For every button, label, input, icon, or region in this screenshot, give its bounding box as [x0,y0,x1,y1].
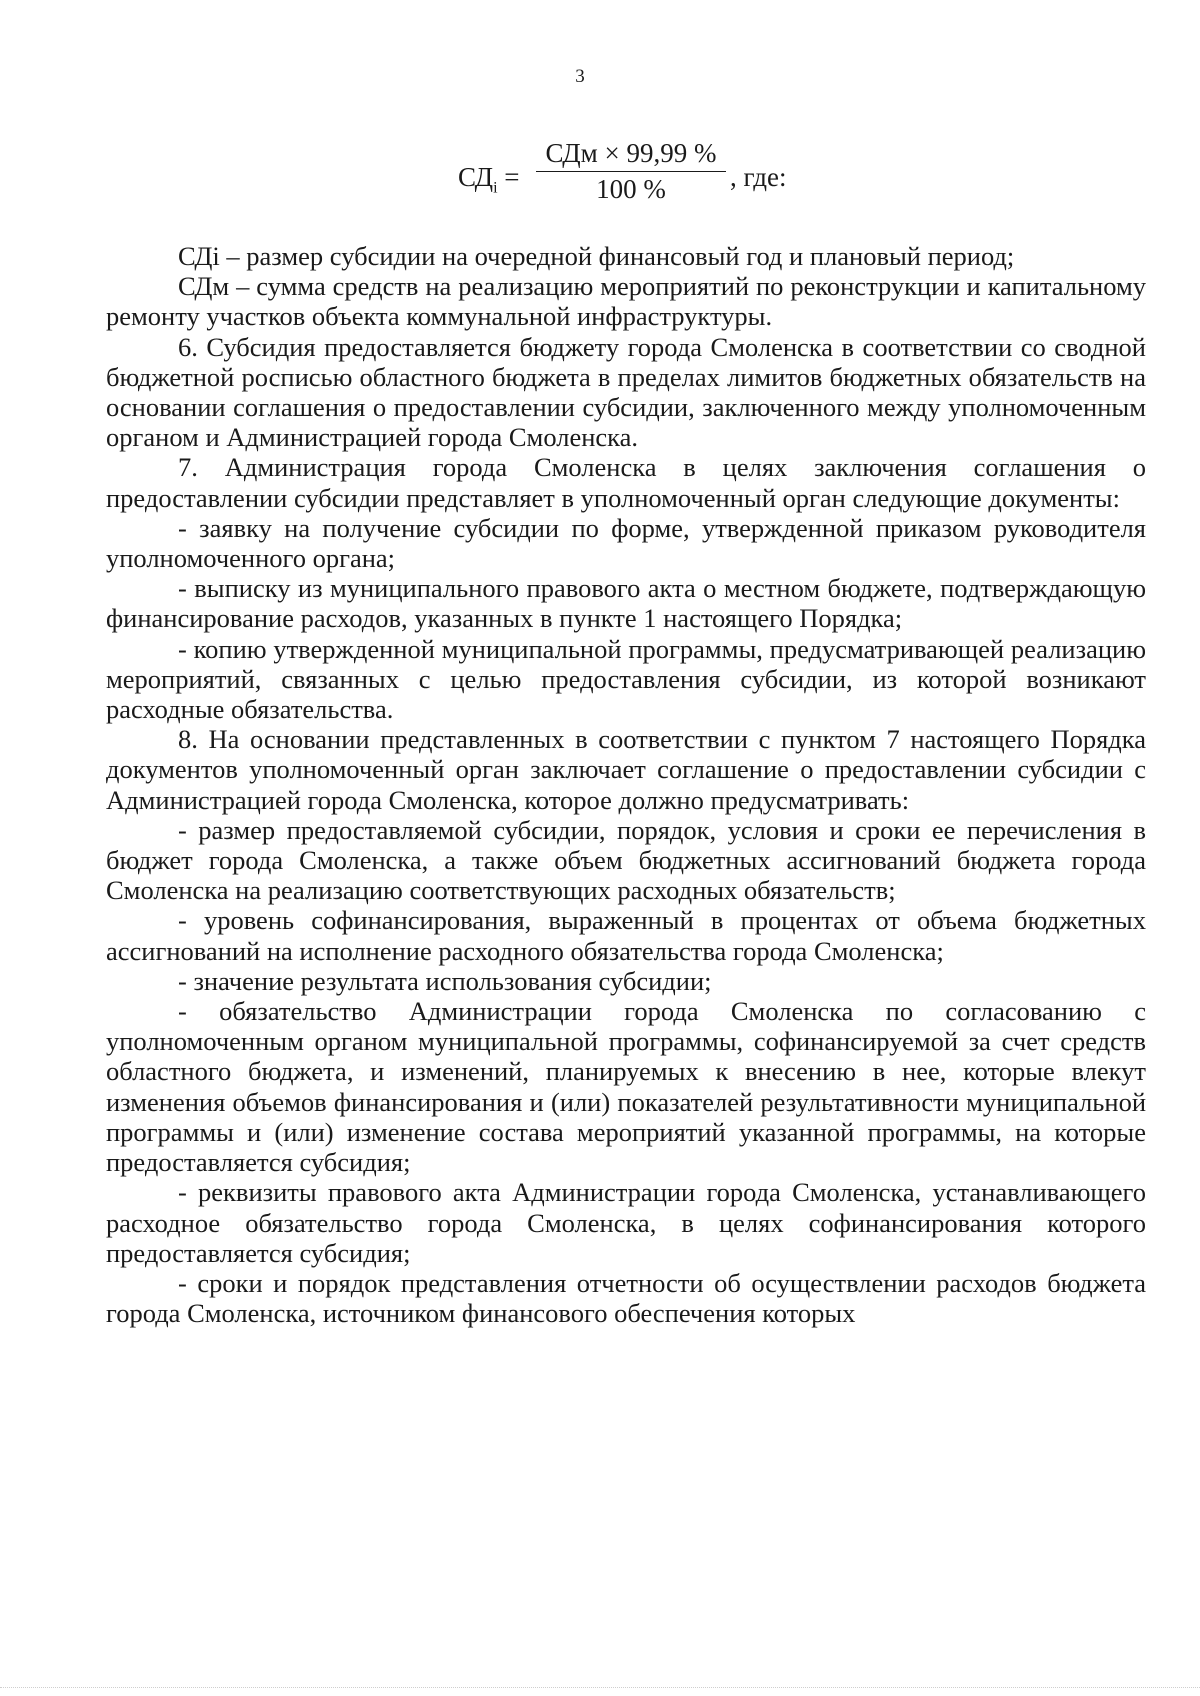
scan-edge [0,1677,1200,1688]
paragraph-sdi-definition: СДi – размер субсидии на очередной финансовый год и плановый период; [178,241,1015,271]
paragraph-item-8: 8. На основании представленных в соответствии с пунктом 7 настоящего Порядка документов уполномоченный орган заключает соглашение о предоставлении субсидии с Администрацией города Смоленска, которое должно предусматривать: [106,724,1146,815]
formula-lhs [458,162,520,197]
paragraph-item-7: 7. Администрация города Смоленска в целях заключения соглашения о предоставлении субсидии представляет в уполномоченный орган следующие документы: [106,452,1146,513]
fraction-bar [536,171,726,172]
formula-numerator: СДм × 99,99 % [545,138,717,168]
paragraph-sdm-definition: СДм – сумма средств на реализацию мероприятий по реконструкции и капитальному ремонту участков объекта коммунальной инфраструктуры. [106,271,1146,332]
formula-lhs-subscript: i [493,179,498,197]
list-item-legal-act-details: - реквизиты правового акта Администрации города Смоленска, устанавливающего расходное обязательство города Смоленска, в целях софинансирования которого предоставляется субсидия; [106,1177,1146,1268]
list-item-budget-extract: - выписку из муниципального правового акта о местном бюджете, подтверждающую финансирование расходов, указанных в пункте 1 настоящего Порядка; [106,573,1146,634]
list-item-subsidy-size: - размер предоставляемой субсидии, порядок, условия и сроки ее перечисления в бюджет города Смоленска, а также объем бюджетных ассигнований бюджета города Смоленска на реализацию соответствующих расходных обязательств; [106,814,1146,906]
formula-equals: = [504,162,520,192]
list-item-application: - заявку на получение субсидии по форме, утвержденной приказом руководителя уполномоченного органа; [106,512,1146,574]
paragraph-item-6: 6. Субсидия предоставляется бюджету города Смоленска в соответствии со сводной бюджетной росписью областного бюджета в пределах лимитов бюджетных обязательств на основании соглашения о предоставлении субсидии, заключенного между уполномоченным органом и Администрацией города Смоленска. [106,331,1146,453]
list-item-cofinancing-level: - уровень софинансирования, выраженный в процентах от объема бюджетных ассигнований на исполнение расходного обязательства города Смоленска; [106,905,1146,966]
page-number: 3 [575,66,585,87]
formula-denominator: 100 % [596,174,666,204]
formula-suffix: , где: [730,162,787,192]
list-item-result-value: - значение результата использования субсидии; [178,965,712,996]
formula-fraction [536,138,726,205]
list-item-program-copy: - копию утвержденной муниципальной программы, предусматривающей реализацию мероприятий, связанных с целью предоставления субсидии, из которой возникают расходные обязательства. [106,633,1146,725]
document-body [106,241,1146,1328]
list-item-reporting-terms: - сроки и порядок представления отчетности об осуществлении расходов бюджета города Смоленска, источником финансового обеспечения которых [106,1267,1146,1329]
list-item-administration-obligation: - обязательство Администрации города Смоленска по согласованию с уполномоченным органом муниципальной программы, софинансируемой за счет средств областного бюджета, и изменений, планируемых к внесению в нее, которые влекут изменения объемов финансирования и (или) показателей результативности муниципальной программы и (или) изменение состава мероприятий указанной программы, на которые предоставляется субсидия; [106,996,1146,1178]
formula-lhs-symbol: СД [458,162,494,192]
